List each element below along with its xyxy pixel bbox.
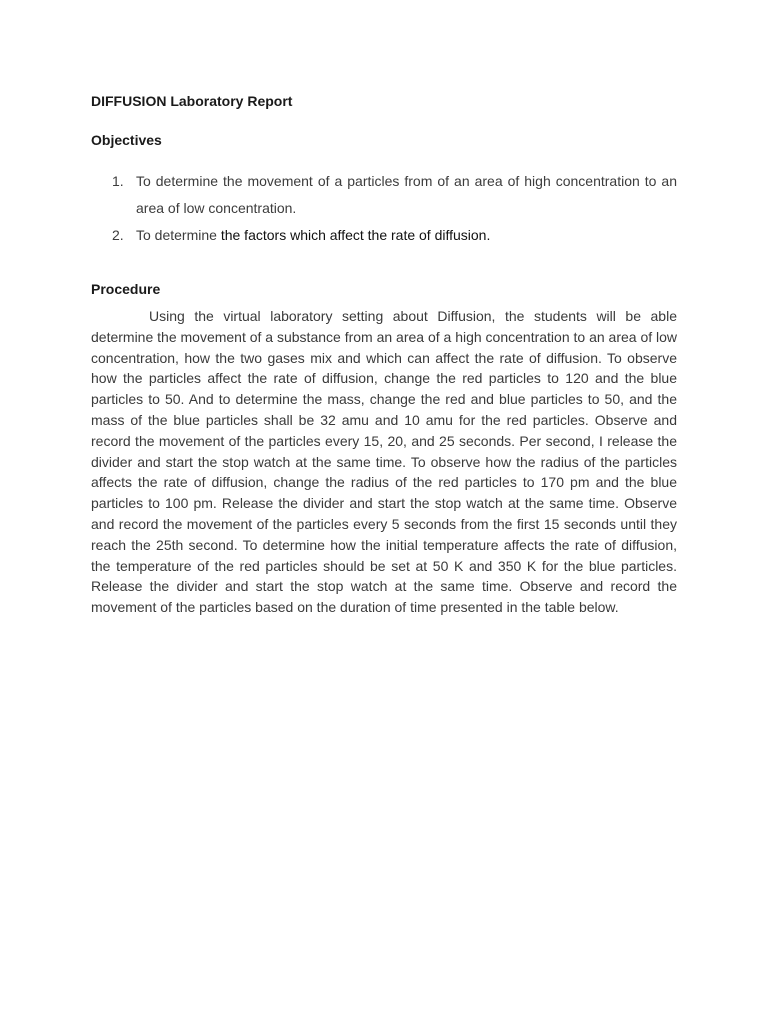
document-title: DIFFUSION Laboratory Report [91,93,293,109]
objective-number: 2. [112,227,124,243]
objective-text: To determine the movement of a particles from of an area of high concentration to an area of low concentration. [136,173,677,216]
objective-text-prefix: To determine [136,227,221,243]
procedure-paragraph: Using the virtual laboratory setting about Diffusion, the students will be able determine the movement of a substance from an area of a high concentration to an area of low concentration, how the two gases mix and which can affect the rate of diffusion. To observe how the particles affect the rate of diffusion, change the red particles to 120 and the blue particles to 50. And to determine the mass, change the red and blue particles to 50, and the mass of the blue particles shall be 32 amu and 10 amu for the red particles. Observe and record the movement of the particles every 15, 20, and 25 seconds. Per second, I release the divider and start the stop watch at the same time. To observe how the radius of the particles affects the rate of diffusion, change the radius of the red particles to 170 pm and the blue particles to 100 pm. Release the divider and start the stop watch at the same time. Observe and record the movement of the particles every 5 seconds from the first 15 seconds until they reach the 25th second. To determine how the initial temperature affects the rate of diffusion, the temperature of the red particles should be set at 50 K and 350 K for the blue particles. Release the divider and start the stop watch at the same time. Observe and record the movement of the particles based on the duration of time presented in the table below. [91,308,678,616]
objective-item-1 [112,168,677,222]
objectives-list [112,168,677,249]
objectives-heading: Objectives [91,132,162,148]
objective-item-2 [112,222,677,249]
objective-text-emphasis: the factors which affect the rate of diffusion. [220,227,491,243]
objective-text [136,222,677,249]
procedure-heading: Procedure [91,281,161,297]
objective-number: 1. [112,173,124,189]
